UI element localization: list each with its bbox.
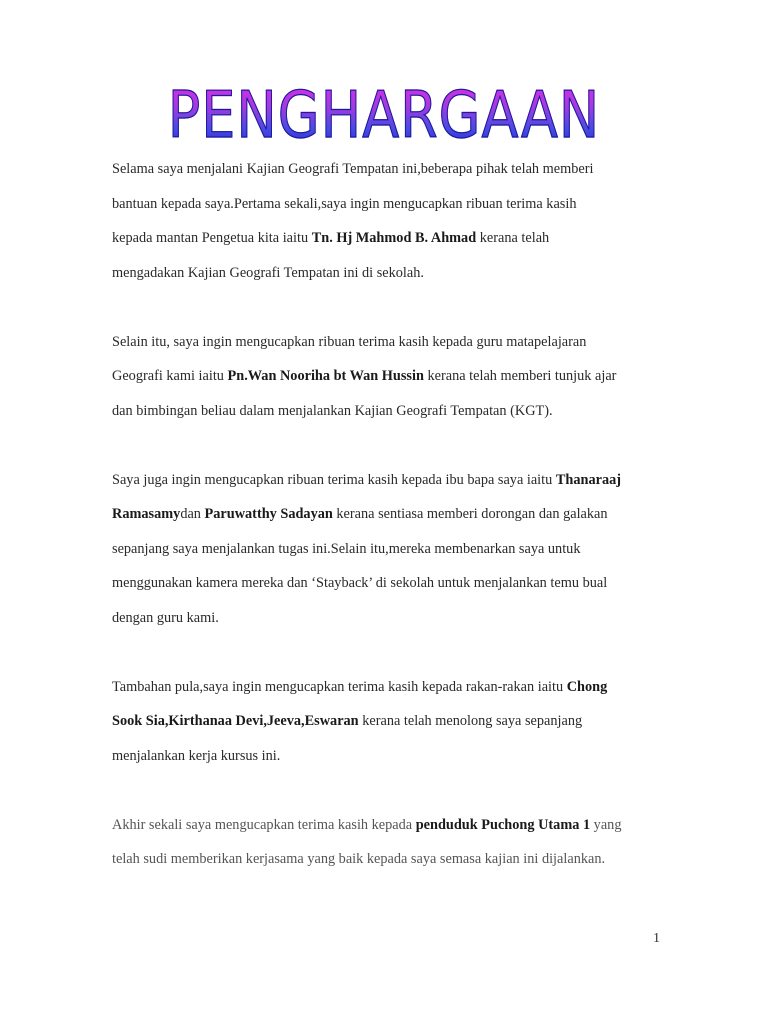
text-line: dengan guru kami. [112,609,219,626]
text-line: menggunakan kamera mereka dan ‘Stayback’ di sekolah untuk menjalankan temu bual [112,575,608,591]
text-segment: kepada mantan Pengetua kita iaitu [112,230,312,246]
text-line [112,463,664,498]
text-segment: kerana telah memberi tunjuk ajar [423,368,617,384]
text-line: Selain itu, saya ingin mengucapkan ribuan terima kasih kepada guru matapelajaran [112,333,587,350]
page-number: 1 [653,931,660,946]
text-line [112,221,664,256]
paragraph-residents [112,808,664,877]
name-teacher: Pn.Wan Nooriha bt Wan Hussin [227,368,424,384]
paragraph-friends [112,670,664,774]
text-segment: kerana telah [476,230,550,246]
text-segment: Tambahan pula,saya ingin mengucapkan terima kasih kepada rakan-rakan iaitu [112,678,567,695]
name-father-first: Thanaraaj [555,471,621,488]
name-father-last: Ramasamy [112,506,181,522]
text-line: mengadakan Kajian Geografi Tempatan ini di sekolah. [112,264,424,281]
text-segment: yang [590,816,622,833]
paragraph-teacher [112,325,664,429]
text-segment: Akhir sekali saya mengucapkan terima kasih kepada [112,816,416,833]
page-title: PENGHARGAAN [0,84,768,148]
text-line [112,704,664,739]
text-segment: Saya juga ingin mengucapkan ribuan terima kasih kepada ibu bapa saya iaitu [112,471,556,488]
text-line [112,497,664,532]
name-mother: Paruwatthy Sadayan [204,506,333,522]
text-line: dan bimbingan beliau dalam menjalankan Kajian Geografi Tempatan (KGT). [112,402,553,419]
text-line [112,359,664,394]
text-line: sepanjang saya menjalankan tugas ini.Selain itu,mereka membenarkan saya untuk [112,540,581,557]
text-segment: kerana telah menolong saya sepanjang [358,713,583,729]
text-segment: dan [180,506,205,522]
paragraph-intro [112,152,664,290]
text-line: menjalankan kerja kursus ini. [112,747,281,764]
text-segment: Geografi kami iaitu [112,368,228,384]
text-line: Selama saya menjalani Kajian Geografi Tempatan ini,beberapa pihak telah memberi [112,161,594,177]
text-line: bantuan kepada saya.Pertama sekali,saya ingin mengucapkan ribuan terima kasih [112,195,577,212]
text-segment: kerana sentiasa memberi dorongan dan galakan [332,506,608,522]
name-residents: penduduk Puchong Utama 1 [415,816,591,833]
document-body [112,152,664,911]
paragraph-parents [112,463,664,636]
name-principal: Tn. Hj Mahmod B. Ahmad [311,230,477,246]
name-friend-first: Chong [566,678,608,695]
text-line: telah sudi memberikan kerjasama yang baik kepada saya semasa kajian ini dijalankan. [112,851,606,867]
name-friends: Sook Sia,Kirthanaa Devi,Jeeva,Eswaran [112,713,359,729]
text-line [112,808,664,843]
text-line [112,670,664,705]
